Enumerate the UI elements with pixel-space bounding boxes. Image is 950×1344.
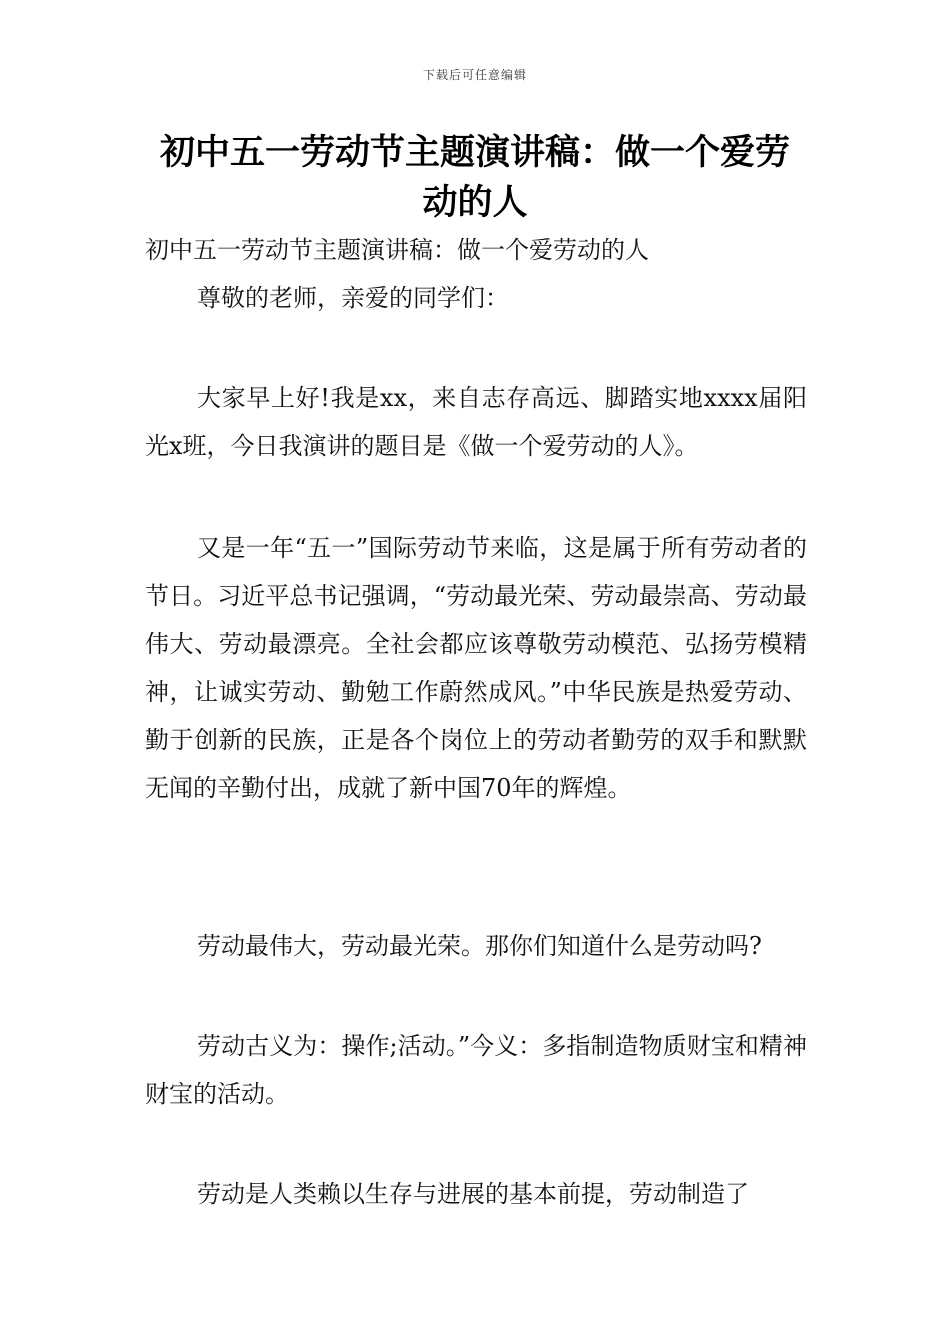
paragraph-labor-foundation: 劳动是人类赖以生存与进展的基本前提，劳动制造了 — [197, 1180, 749, 1208]
paragraph-intro: 大家早上好!我是xx，来自志存高远、脚踏实地xxxx届阳光x班，今日我演讲的题目是《做一个爱劳动的人》。 — [145, 384, 807, 460]
paragraph-labor-day: 又是一年“五一”国际劳动节来临，这是属于所有劳动者的节日。习近平总书记强调，“劳动最光荣、劳动最崇高、劳动最伟大、劳动最漂亮。全社会都应该尊敬劳动模范、弘扬劳模精神，让诚实劳动、勤勉工作蔚然成风。”中华民族是热爱劳动、勤于创新的民族，正是各个岗位上的劳动者勤劳的双手和默默无闻的辛勤付出，成就了新中国70年的辉煌。 — [145, 534, 807, 802]
header-note: 下载后可任意编辑 — [422, 68, 527, 82]
paragraph-definition: 劳动古义为：操作;活动。”今义：多指制造物质财宝和精神财宝的活动。 — [145, 1032, 807, 1108]
paragraph-question: 劳动最伟大，劳动最光荣。那你们知道什么是劳动吗? — [197, 932, 762, 960]
paragraph-greeting: 尊敬的老师，亲爱的同学们： — [197, 284, 509, 312]
document-title: 初中五一劳动节主题演讲稿：做一个爱劳动的人 — [159, 133, 790, 223]
document-subtitle: 初中五一劳动节主题演讲稿：做一个爱劳动的人 — [145, 236, 649, 264]
